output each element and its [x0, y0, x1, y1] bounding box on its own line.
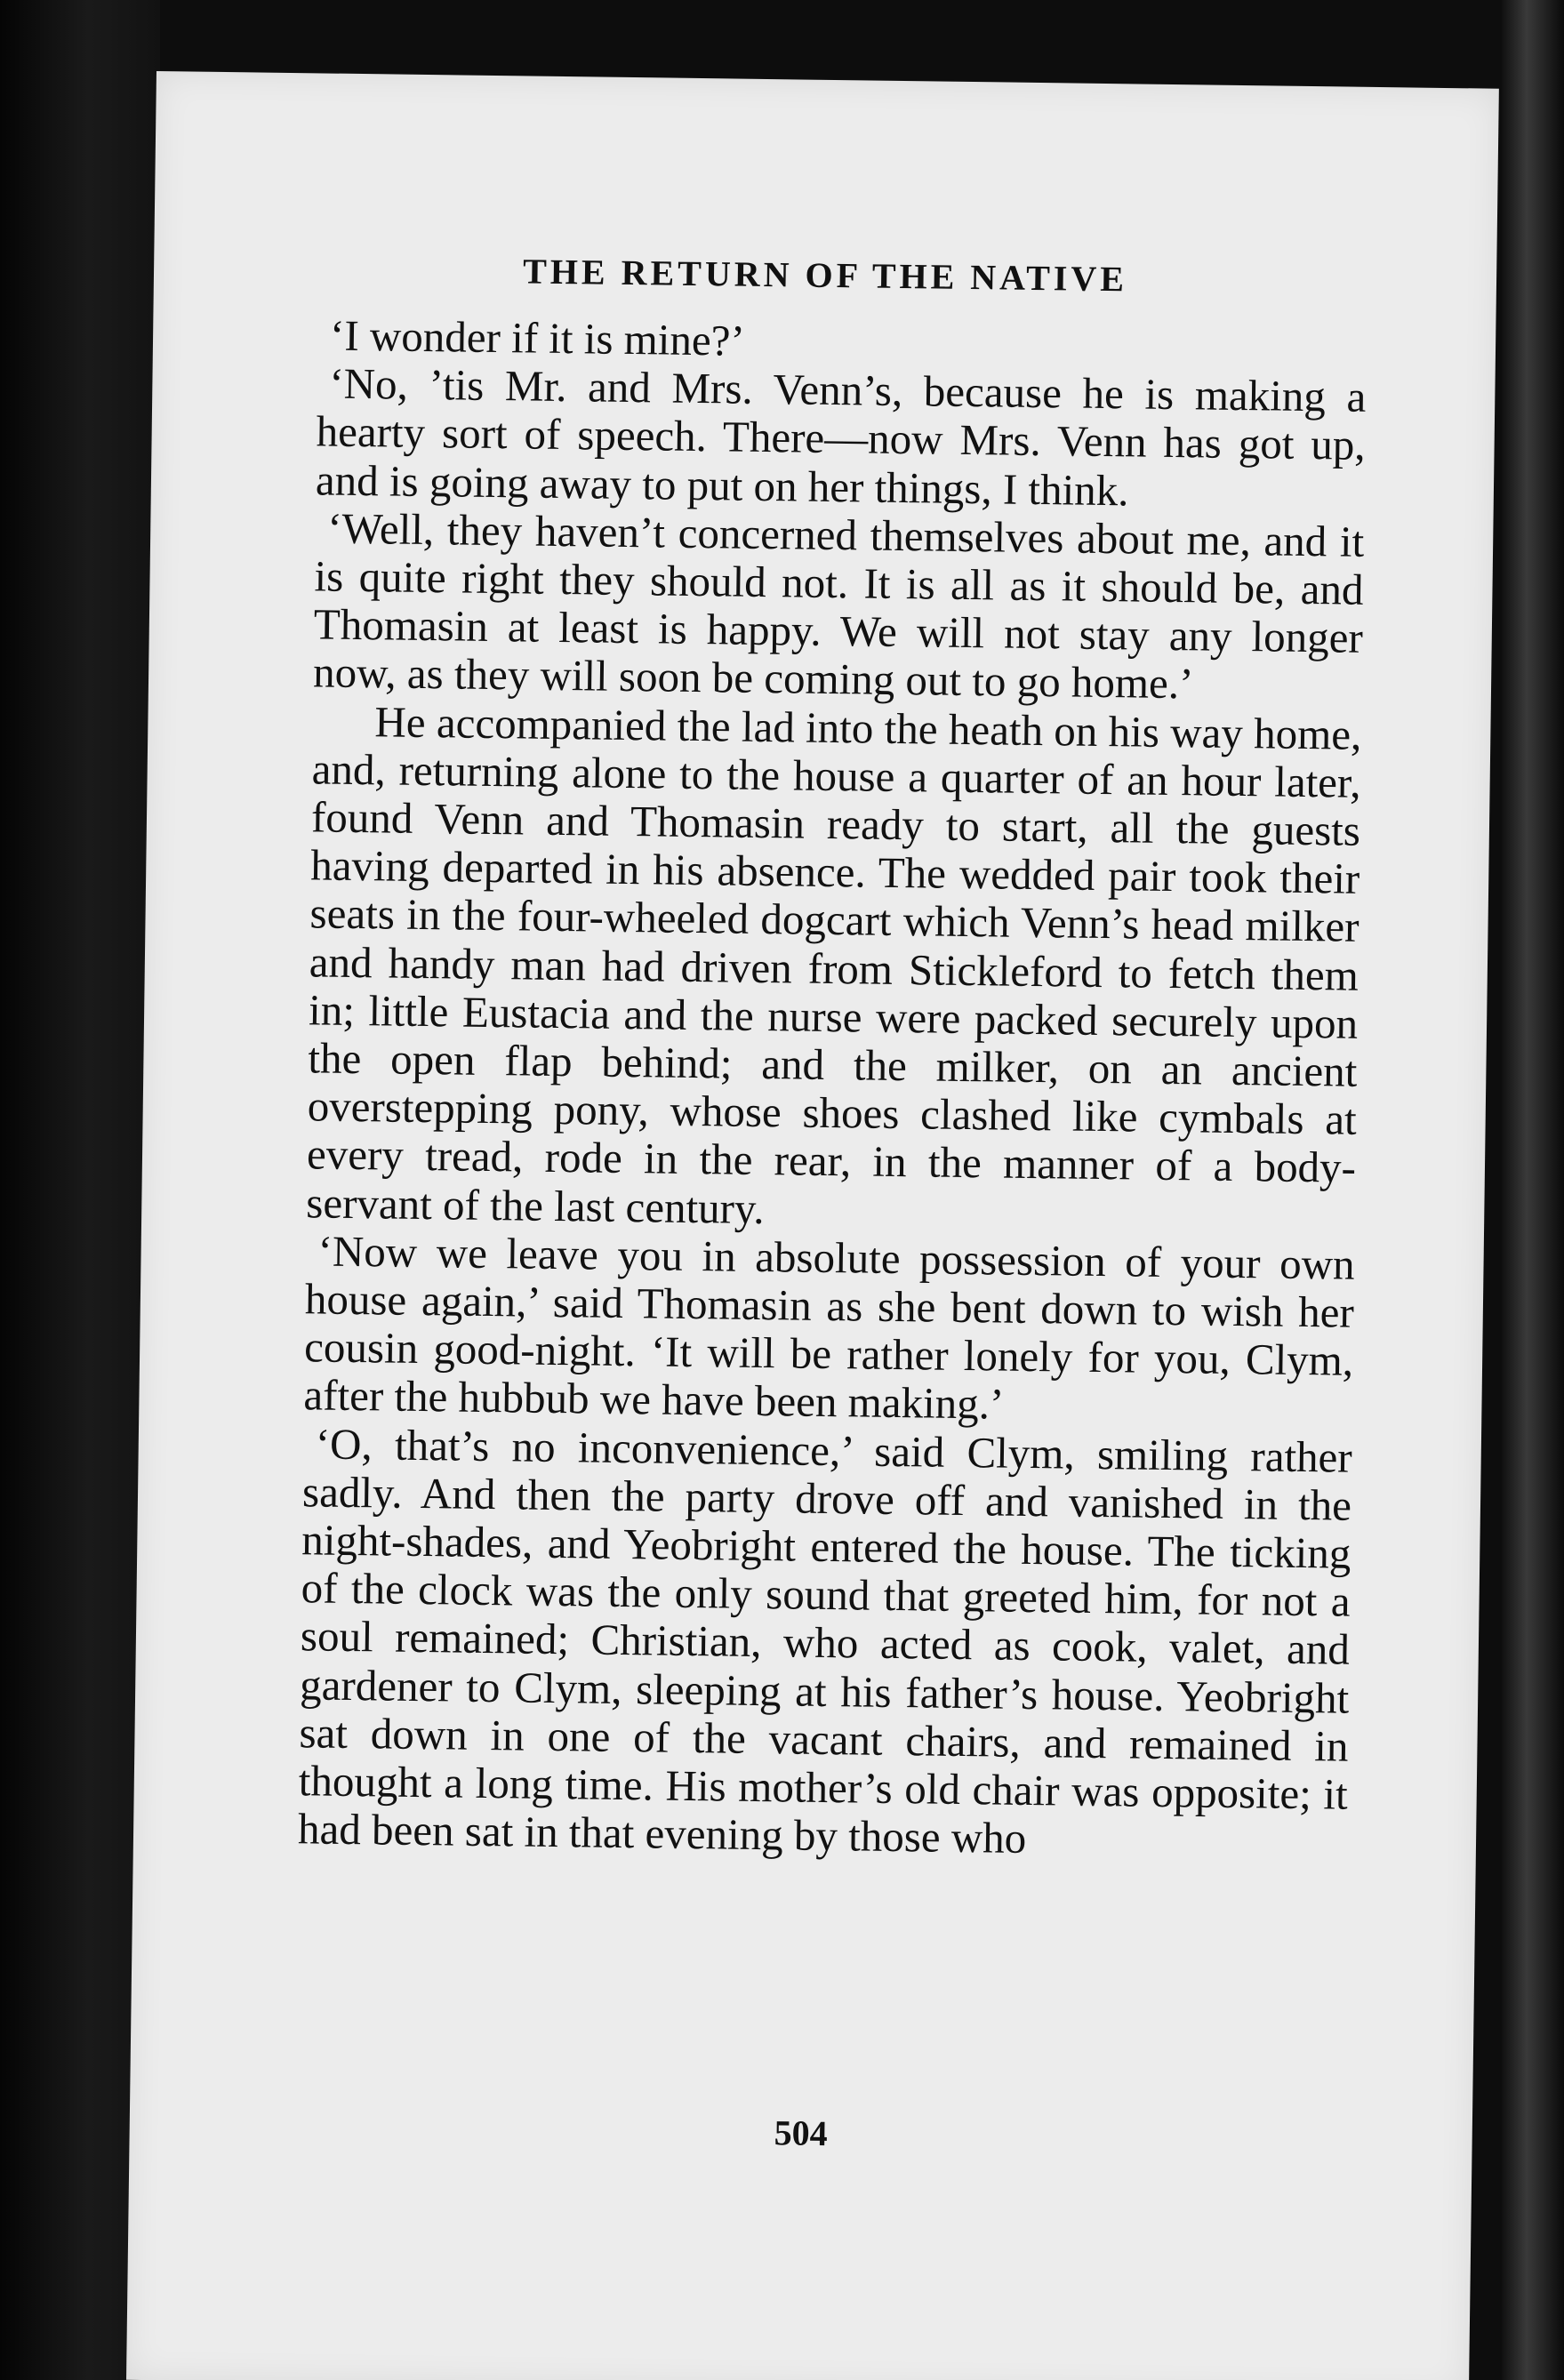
paragraph-6: ‘O, that’s no inconvenience,’ said Clym, smiling rather sadly. And then the party drove off and vanished in the night-shades, and Yeobright entered the house. The ticking of the clock was the only sound that greeted him, for not a soul remained; Christian, who acted as cook, valet, and gardener to Clym, sleeping at his father’s house. Yeobright sat down in one of the vacant chairs, and remained in thought a long time. His mother’s old chair was opposite; it had been sat in that evening by those who	[297, 1419, 1353, 1863]
body-text	[298, 311, 1367, 1867]
page-edge-shadow	[1502, 0, 1564, 2380]
paragraph-3: ‘Well, they haven’t concerned themselves about me, and it is quite right they should not. It is all as it should be, and Thomasin at least is happy. We will not stay any longer now, as they will soon be coming out to go home.’	[312, 503, 1365, 709]
paragraph-4: He accompanied the lad into the heath on his way home, and, returning alone to the house a quarter of an hour later, found Venn and Thomasin ready to start, all the guests having departed in his absence. The wedded pair took their seats in the four-wheeled dogcart which Venn’s head milker and handy man had driven from Stickleford to fetch them in; little Eustacia and the nurse were packed securely upon the open flap behind; and the milker, on an ancient overstepping pony, whose shoes clashed like cymbals at every tread, rode in the rear, in the manner of a body-servant of the last century.	[305, 696, 1362, 1233]
running-head: THE RETURN OF THE NATIVE	[522, 251, 1128, 300]
book-page	[126, 71, 1499, 2380]
page-number: 504	[774, 2112, 828, 2154]
paragraph-2: ‘No, ’tis Mr. and Mrs. Venn’s, because he is making a hearty sort of speech. There—now Mrs. Venn has got up, and is going away to put on her things, I think.	[315, 358, 1367, 515]
paragraph-1: ‘I wonder if it is mine?’	[329, 310, 746, 365]
paragraph-5: ‘Now we leave you in absolute possession of your own house again,’ said Thomasin as she bent down to wish her cousin good-night. ‘It will be rather lonely for you, Clym, after the hubbub we have been making.’	[303, 1226, 1355, 1430]
